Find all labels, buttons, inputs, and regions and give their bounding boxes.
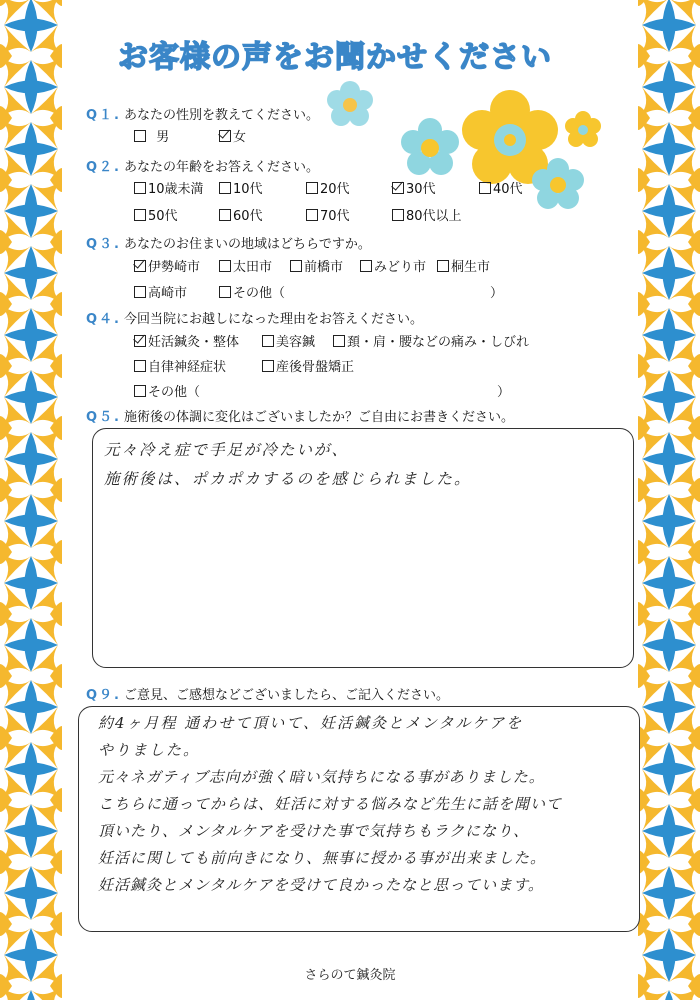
q9-answer-line: 妊活に関しても前向きになり、無事に授かる事が出来ました。 [98,849,547,867]
q9-answer-line: こちらに通ってからは、妊活に対する悩みなど先生に話を聞いて [98,795,563,813]
clinic-name-footer: さらのて鍼灸院 [304,968,396,983]
page-title: お客様の声をお聞かせください [118,40,552,75]
q2-option[interactable]: 50代 [134,205,178,224]
q9-question: Q９. ご意見、ご感想などございましたら、ご記入ください。 [86,688,450,703]
q5-answer-line: 元々冷え症で手足が冷たいが、 [104,441,350,459]
q5-answer-line: 施術後は、ポカポカするのを感じられました。 [104,470,472,488]
q1-option-male[interactable]: 男 [134,126,169,145]
q9-answer-line: やりました。 [98,741,201,759]
q2-question: Q２. あなたの年齢をお答えください。 [86,160,320,175]
q2-option-checked[interactable]: 30代 [392,178,436,197]
q2-option[interactable]: 60代 [219,205,263,224]
checkbox[interactable] [134,130,146,142]
q1-question: Q１. あなたの性別を教えてください。 [86,108,320,123]
q4-option[interactable]: 自律神経症状 [134,356,226,375]
q3-option[interactable]: 高崎市 [134,282,187,301]
q9-answer-line: 頂いたり、メンタルケアを受けた事で気持ちもラクになり、 [98,822,530,840]
right-decorative-border [638,0,700,1000]
q4-other-close-paren: ） [497,385,511,400]
q3-question: Q３. あなたのお住まいの地域はどちらですか。 [86,237,371,252]
q4-option[interactable]: 産後骨盤矯正 [262,356,354,375]
q3-other-close-paren: ） [490,286,504,301]
q1-option-female[interactable]: 女 [219,126,246,145]
q3-option-other[interactable]: その他（ [219,282,285,301]
q4-option[interactable]: 美容鍼 [262,331,315,350]
checkbox-checked[interactable] [219,130,231,142]
q4-option[interactable]: 頚・肩・腰などの痛み・しびれ [333,331,529,350]
q9-answer-line: 妊活鍼灸とメンタルケアを受けて良かったなと思っています。 [98,876,544,894]
q5-answer-box[interactable] [92,428,634,668]
q4-option-checked[interactable]: 妊活鍼灸・整体 [134,331,239,350]
q2-option[interactable]: 40代 [479,178,523,197]
left-decorative-border [0,0,62,1000]
q2-option[interactable]: 10歳未満 [134,178,204,197]
q3-option[interactable]: 前橋市 [290,256,343,275]
q9-answer-line: 元々ネガティブ志向が強く暗い気持ちになる事がありました。 [98,768,545,786]
q4-option-other[interactable]: その他（ [134,381,200,400]
q2-option[interactable]: 80代以上 [392,205,462,224]
q3-option-checked[interactable]: 伊勢崎市 [134,256,200,275]
q2-option[interactable]: 70代 [306,205,350,224]
q3-option[interactable]: みどり市 [360,256,426,275]
q9-answer-line: 約4ヶ月程 通わせて頂いて、妊活鍼灸とメンタルケアを [98,714,524,732]
q3-option[interactable]: 太田市 [219,256,272,275]
q2-option[interactable]: 10代 [219,178,263,197]
q3-option[interactable]: 桐生市 [437,256,490,275]
q5-question: Q５. 施術後の体調に変化はございましたか？ご自由にお書きください。 [86,410,515,425]
q2-option[interactable]: 20代 [306,178,350,197]
q4-question: Q４. 今回当院にお越しになった理由をお答えください。 [86,312,424,327]
